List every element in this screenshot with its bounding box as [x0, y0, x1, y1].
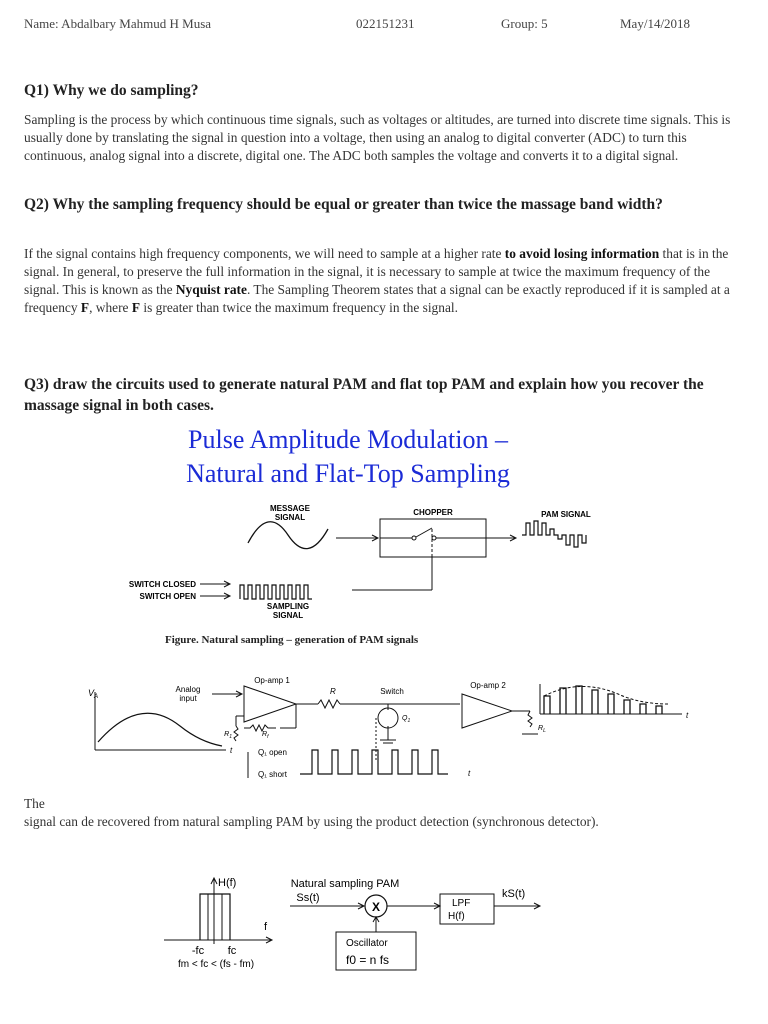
neg-fc-label: -fc — [191, 945, 205, 957]
message-sine-wave — [248, 522, 328, 549]
switch-label: Switch — [380, 687, 404, 696]
student-name: Name: Abdalbary Mahmud H Musa — [24, 16, 212, 31]
svg-text:t: t — [686, 711, 689, 720]
fc-label: fc — [227, 945, 237, 957]
va-label: $V_A$ — [88, 688, 99, 700]
chopper-label: CHOPPER — [413, 508, 453, 517]
q3-title: Q3) draw the circuits used to generate natural PAM and flat top PAM and explain how you recover the massage signal in both cases. — [24, 376, 704, 414]
transistor-q1 — [378, 708, 398, 728]
switch-closed-label: SWITCH CLOSED — [128, 580, 196, 589]
svg-text:Oscillator: Oscillator — [346, 938, 388, 949]
analog-input-label: Analog — [175, 685, 201, 694]
analog-input-wave — [98, 713, 222, 746]
svg-text:t: t — [468, 769, 471, 778]
figure1-title-line2: Natural and Flat-Top Sampling — [186, 459, 510, 488]
message-signal-label-2: SIGNAL — [274, 513, 306, 522]
analog-input-label-2: input — [179, 694, 197, 703]
svg-text:H(f): H(f) — [448, 911, 465, 922]
svg-text:Q1: $Q_1$ — [402, 715, 411, 724]
svg-text:f0 = n fs: f0 = n fs — [346, 953, 390, 967]
svg-text:LPF: LPF — [452, 898, 471, 909]
flat-top-sampling-circuit — [0, 664, 768, 790]
figure1-title-line1: Pulse Amplitude Modulation – — [188, 425, 508, 454]
recovery-text-line2: signal can de recovered from natural sampling PAM by using the product detection (synchronous detector). — [24, 814, 599, 829]
pam-input-label: Natural sampling PAM — [290, 878, 400, 890]
student-id: 022151231 — [356, 16, 415, 31]
q1-body: Sampling is the process by which continuous time signals, such as voltages or altitudes, are turned into discrete time signals. This is usually done by translating the signal in question into a voltage, then using an analog to digital converter (ADC) to turn this continuous, analog signal into a discrete, digital one. The ADC both samples the voltage and converts it to a digital signal. — [24, 112, 731, 163]
opamp2-label: Op-amp 2 — [470, 681, 506, 690]
figure1-caption: Figure. Natural sampling – generation of PAM signals — [165, 634, 419, 646]
page-header — [24, 16, 744, 34]
sampling-pulse-train — [240, 585, 312, 599]
q1-title: Q1) Why we do sampling? — [24, 82, 199, 99]
output-label: kS(t) — [502, 888, 526, 900]
switch-open-label: SWITCH OPEN — [139, 592, 196, 601]
message-signal-label: MESSAGE — [269, 504, 311, 513]
opamp1-triangle — [244, 686, 296, 722]
q1-open-label: Q₁ open — [258, 748, 287, 757]
q2-body: If the signal contains high frequency components, we will need to sample at a higher rate to avoid losing information that is in the signal. In general, to preserve the full information in the signal, it is necessary to sample at twice the maximum frequency of the signal. This is known as the Nyquist rate. The Sampling Theorem states that a signal can be exactly reproduced if it is sampled at a frequency F, where F is greater than twice the maximum frequency in the signal. — [24, 246, 730, 315]
sampling-signal-label-2: SIGNAL — [272, 611, 304, 620]
ss-label: Ss(t) — [296, 892, 320, 904]
svg-text:R1: $R_1$ — [224, 731, 232, 740]
opamp1-label: Op-amp 1 — [254, 676, 290, 685]
natural-sampling-diagram — [0, 495, 768, 635]
freq-axis-label: f — [264, 921, 268, 933]
group-number: Group: 5 — [501, 16, 548, 31]
hf-label: H(f) — [218, 877, 237, 889]
q2-title: Q2) Why the sampling frequency should be equal or greater than twice the massage band width? — [24, 196, 663, 213]
pam-signal-wave — [522, 521, 586, 547]
condition-label: fm < fc < (fs - fm) — [177, 959, 255, 970]
lpf-response — [200, 894, 230, 940]
svg-text:RL: $R_L$ — [538, 725, 546, 734]
svg-text:R: R — [330, 687, 336, 696]
recovery-text-line1: The — [24, 796, 45, 811]
flat-top-output-wave — [544, 686, 662, 714]
sampling-signal-label: SAMPLING — [266, 602, 310, 611]
date: May/14/2018 — [620, 16, 691, 31]
q1-short-label: Q₁ short — [258, 770, 287, 779]
svg-text:t: t — [230, 746, 233, 755]
switch-control-pulses — [300, 750, 448, 774]
svg-text:X: X — [371, 900, 381, 914]
synchronous-detector-diagram — [0, 870, 768, 980]
opamp2-triangle — [462, 694, 512, 728]
svg-text:Rf: $R_f$ — [262, 731, 269, 740]
pam-signal-label: PAM SIGNAL — [541, 510, 591, 519]
